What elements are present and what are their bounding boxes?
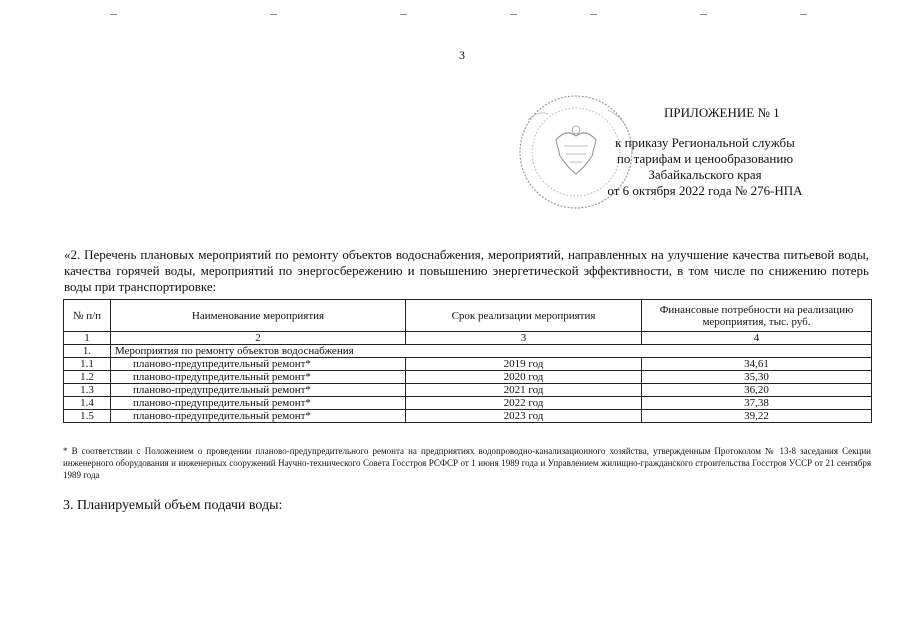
page-number: 3 <box>459 48 465 62</box>
row-num: 1.1 <box>64 358 111 371</box>
section-3-heading: 3. Планируемый объем подачи воды: <box>63 498 283 513</box>
row-name: планово-предупредительный ремонт* <box>111 358 406 371</box>
row-name: планово-предупредительный ремонт* <box>111 397 406 410</box>
table-header-row <box>64 300 872 332</box>
header-num: № п/п <box>64 300 111 332</box>
appendix-line-3: Забайкальского края <box>648 167 762 182</box>
section-2-heading: «2. Перечень плановых мероприятий по ремонту объектов водоснабжения, мероприятий, направленных на улучшение качества питьевой воды, качества горячей воды, мероприятий по энергосбережению и повышению энергетической эффективности, в том числе по снижению потерь воды при транспортировке: <box>64 247 869 294</box>
group-name: Мероприятия по ремонту объектов водоснабжения <box>111 345 872 358</box>
table-row <box>64 384 872 397</box>
row-term: 2021 год <box>406 384 642 397</box>
row-num: 1.2 <box>64 371 111 384</box>
column-number: 1 <box>64 332 111 345</box>
row-term: 2022 год <box>406 397 642 410</box>
header-amount: Финансовые потребности на реализацию мероприятия, тыс. руб. <box>642 300 872 332</box>
row-amount: 35,30 <box>642 371 872 384</box>
header-name: Наименование мероприятия <box>111 300 406 332</box>
row-amount: 36,20 <box>642 384 872 397</box>
row-name: планово-предупредительный ремонт* <box>111 410 406 423</box>
table-row <box>64 397 872 410</box>
appendix-title: ПРИЛОЖЕНИЕ № 1 <box>664 105 780 120</box>
row-term: 2023 год <box>406 410 642 423</box>
column-number: 4 <box>642 332 872 345</box>
row-name: планово-предупредительный ремонт* <box>111 371 406 384</box>
footnote: * В соответствии с Положением о проведении планово-предупредительного ремонта на предприятиях водопроводно-канализационного хозяйства, утвержденным Протоколом № 13-8 заседания Секции инженерного оборудования и инженерных сооружений Научно-технического Совета Госстроя РСФСР от 1 июня 1989 года и Управлением жилищно-гражданского строительства Госстроя УССР от 21 сентября 1989 года <box>63 446 871 480</box>
table-row <box>64 371 872 384</box>
table-row <box>64 358 872 371</box>
row-amount: 37,38 <box>642 397 872 410</box>
table-row <box>64 410 872 423</box>
row-amount: 34,61 <box>642 358 872 371</box>
header-term: Срок реализации мероприятия <box>406 300 642 332</box>
appendix-line-2: по тарифам и ценообразованию <box>616 151 794 166</box>
appendix-line-1: к приказу Региональной службы <box>615 135 795 150</box>
row-name: планово-предупредительный ремонт* <box>111 384 406 397</box>
row-term: 2020 год <box>406 371 642 384</box>
row-num: 1.4 <box>64 397 111 410</box>
scan-artifacts <box>110 14 810 20</box>
appendix-line-4: от 6 октября 2022 года № 276-НПА <box>607 183 803 198</box>
group-row <box>64 345 872 358</box>
group-num: 1. <box>64 345 111 358</box>
measures-table <box>63 299 872 423</box>
column-numbers-row <box>64 332 872 345</box>
row-term: 2019 год <box>406 358 642 371</box>
column-number: 2 <box>111 332 406 345</box>
row-num: 1.3 <box>64 384 111 397</box>
column-number: 3 <box>406 332 642 345</box>
row-num: 1.5 <box>64 410 111 423</box>
row-amount: 39,22 <box>642 410 872 423</box>
